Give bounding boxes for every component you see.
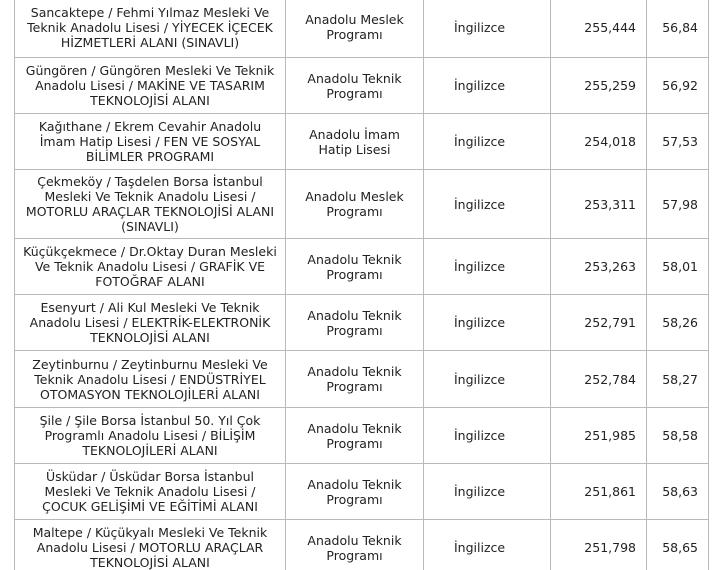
table-row — [15, 408, 709, 464]
percentile-cell: 58,01 — [647, 239, 709, 295]
language-cell: İngilizce — [424, 58, 551, 114]
program-type-cell: Anadolu Meslek Programı — [286, 170, 424, 239]
language-cell: İngilizce — [424, 351, 551, 408]
score-cell: 253,263 — [551, 239, 647, 295]
score-cell: 252,791 — [551, 295, 647, 351]
school-name-cell: Zeytinburnu / Zeytinburnu Mesleki Ve Teknik Anadolu Lisesi / ENDÜSTRİYEL OTOMASYON TEKNOLOJİLERİ ALANI — [15, 351, 286, 408]
school-name-cell: Sancaktepe / Fehmi Yılmaz Mesleki Ve Teknik Anadolu Lisesi / YİYECEK İÇECEK HİZMETLERİ ALANI (SINAVLI) — [15, 0, 286, 58]
language-cell: İngilizce — [424, 239, 551, 295]
percentile-cell: 58,26 — [647, 295, 709, 351]
table-row — [15, 114, 709, 170]
program-type-cell: Anadolu Meslek Programı — [286, 0, 424, 58]
score-cell: 254,018 — [551, 114, 647, 170]
school-name-cell: Maltepe / Küçükyalı Mesleki Ve Teknik Anadolu Lisesi / MOTORLU ARAÇLAR TEKNOLOJİSİ ALANI — [15, 520, 286, 570]
school-name-cell: Esenyurt / Ali Kul Mesleki Ve Teknik Anadolu Lisesi / ELEKTRİK-ELEKTRONİK TEKNOLOJİSİ ALANI — [15, 295, 286, 351]
table-row — [15, 0, 709, 58]
score-cell: 251,861 — [551, 464, 647, 520]
table-row — [15, 351, 709, 408]
table-row — [15, 520, 709, 570]
percentile-cell: 58,65 — [647, 520, 709, 570]
language-cell: İngilizce — [424, 114, 551, 170]
language-cell: İngilizce — [424, 464, 551, 520]
school-name-cell: Küçükçekmece / Dr.Oktay Duran Mesleki Ve Teknik Anadolu Lisesi / GRAFİK VE FOTOĞRAF ALANI — [15, 239, 286, 295]
table-row — [15, 58, 709, 114]
language-cell: İngilizce — [424, 170, 551, 239]
program-type-cell: Anadolu Teknik Programı — [286, 351, 424, 408]
school-scores-table — [14, 0, 709, 570]
table-row — [15, 464, 709, 520]
language-cell: İngilizce — [424, 520, 551, 570]
language-cell: İngilizce — [424, 408, 551, 464]
score-cell: 252,784 — [551, 351, 647, 408]
program-type-cell: Anadolu Teknik Programı — [286, 464, 424, 520]
score-cell: 251,798 — [551, 520, 647, 570]
table-row — [15, 239, 709, 295]
program-type-cell: Anadolu Teknik Programı — [286, 58, 424, 114]
school-name-cell: Şile / Şile Borsa İstanbul 50. Yıl Çok Programlı Anadolu Lisesi / BİLİŞİM TEKNOLOJİLERİ ALANI — [15, 408, 286, 464]
language-cell: İngilizce — [424, 295, 551, 351]
percentile-cell: 57,98 — [647, 170, 709, 239]
language-cell: İngilizce — [424, 0, 551, 58]
score-cell: 253,311 — [551, 170, 647, 239]
school-name-cell: Çekmeköy / Taşdelen Borsa İstanbul Mesleki Ve Teknik Anadolu Lisesi / MOTORLU ARAÇLAR TEKNOLOJİSİ ALANI (SINAVLI) — [15, 170, 286, 239]
program-type-cell: Anadolu İmam Hatip Lisesi — [286, 114, 424, 170]
percentile-cell: 58,58 — [647, 408, 709, 464]
program-type-cell: Anadolu Teknik Programı — [286, 408, 424, 464]
score-cell: 251,985 — [551, 408, 647, 464]
percentile-cell: 58,27 — [647, 351, 709, 408]
school-name-cell: Üsküdar / Üsküdar Borsa İstanbul Mesleki Ve Teknik Anadolu Lisesi / ÇOCUK GELİŞİMİ VE EĞİTİMİ ALANI — [15, 464, 286, 520]
school-name-cell: Kağıthane / Ekrem Cevahir Anadolu İmam Hatip Lisesi / FEN VE SOSYAL BİLİMLER PROGRAMI — [15, 114, 286, 170]
percentile-cell: 56,84 — [647, 0, 709, 58]
percentile-cell: 57,53 — [647, 114, 709, 170]
school-name-cell: Güngören / Güngören Mesleki Ve Teknik Anadolu Lisesi / MAKİNE VE TASARIM TEKNOLOJİSİ ALANI — [15, 58, 286, 114]
program-type-cell: Anadolu Teknik Programı — [286, 239, 424, 295]
score-cell: 255,259 — [551, 58, 647, 114]
score-cell: 255,444 — [551, 0, 647, 58]
percentile-cell: 58,63 — [647, 464, 709, 520]
table-row — [15, 170, 709, 239]
program-type-cell: Anadolu Teknik Programı — [286, 295, 424, 351]
percentile-cell: 56,92 — [647, 58, 709, 114]
table-row — [15, 295, 709, 351]
program-type-cell: Anadolu Teknik Programı — [286, 520, 424, 570]
